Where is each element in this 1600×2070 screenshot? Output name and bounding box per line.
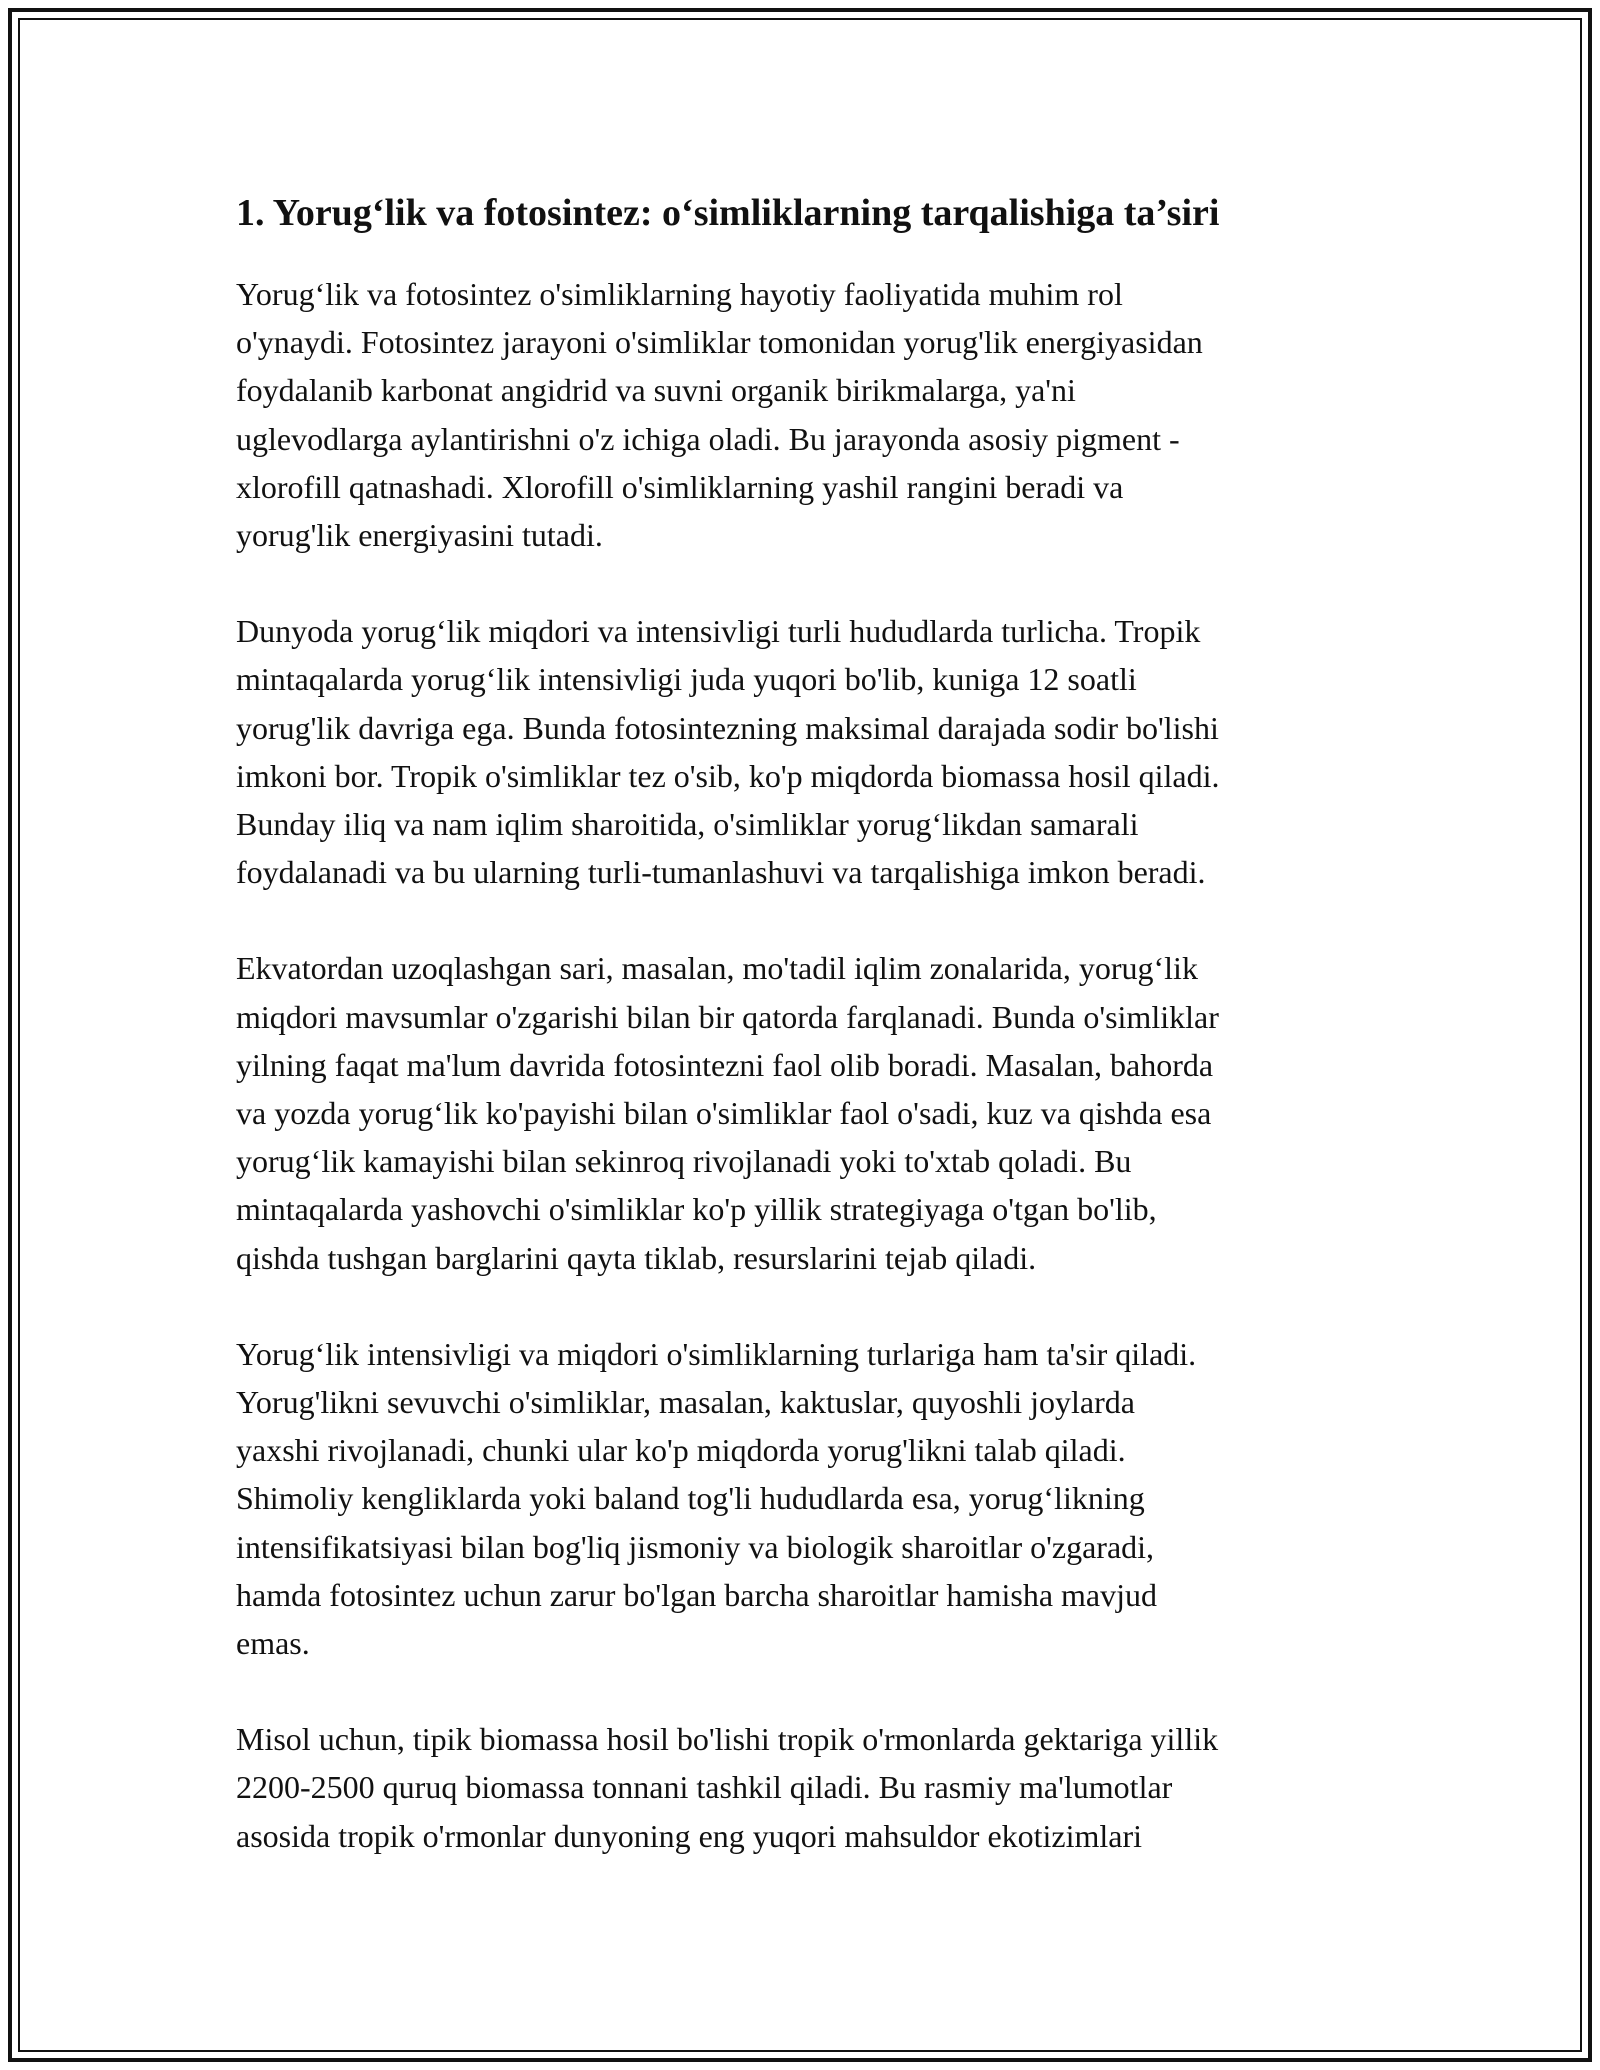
paragraph-light-and-plant-types: Yorug‘lik intensivligi va miqdori o'simliklarning turlariga ham ta'sir qiladi. Yorug'likni sevuvchi o'simliklar, masalan, kaktuslar, quyoshli joylarda yaxshi rivojlanadi, chunki ular ko'p miqdorda yorug'likni talab qiladi. Shimoliy kengliklarda yoki baland tog'li hududlarda esa, yorug‘likning intensifikatsiyasi bilan bog'liq jismoniy va biologik sharoitlar o'zgaradi, hamda fotosintez uchun zarur bo'lgan barcha sharoitlar hamisha mavjud emas.: [236, 1335, 1197, 1662]
document-body: [236, 184, 1386, 1860]
paragraph-light-and-photosynthesis: Yorug‘lik va fotosintez o'simliklarning hayotiy faoliyatida muhim rol o'ynaydi. Fotosintez jarayoni o'simliklar tomonidan yorug'lik energiyasidan foydalanib karbonat angidrid va suvni organik birikmalarga, ya'ni uglevodlarga aylantirishni o'z ichiga oladi. Bu jarayonda asosiy pigment - xlorofill qatnashadi. Xlorofill o'simliklarning yashil rangini beradi va yorug'lik energiyasini tutadi.: [236, 276, 1203, 554]
paragraph-temperate-zones: Ekvatordan uzoqlashgan sari, masalan, mo'tadil iqlim zonalarida, yorug‘lik miqdori mavsumlar o'zgarishi bilan bir qatorda farqlanadi. Bunda o'simliklar yilning faqat ma'lum davrida fotosintezni faol olib boradi. Masalan, bahorda va yozda yorug‘lik ko'payishi bilan o'simliklar faol o'sadi, kuz va qishda esa yorug‘lik kamayishi bilan sekinroq rivojlanadi yoki to'xtab qoladi. Bu mintaqalarda yashovchi o'simliklar ko'p yillik strategiyaga o'tgan bo'lib, qishda tushgan barglarini qayta tiklab, resurslarini tejab qiladi.: [236, 950, 1219, 1276]
paragraph-biomass-example: Misol uchun, tipik biomassa hosil bo'lishi tropik o'rmonlarda gektariga yillik 2200-2500 quruq biomassa tonnani tashkil qiladi. Bu rasmiy ma'lumotlar asosida tropik o'rmonlar dunyoning eng yuqori mahsuldor ekotizimlari: [236, 1721, 1219, 1854]
paragraph-tropical-light: Dunyoda yorug‘lik miqdori va intensivligi turli hududlarda turlicha. Tropik mintaqalarda yorug‘lik intensivligi juda yuqori bo'lib, kuniga 12 soatli yorug'lik davriga ega. Bunda fotosintezning maksimal darajada sodir bo'lishi imkoni bor. Tropik o'simliklar tez o'sib, ko'p miqdorda biomassa hosil qiladi. Bunday iliq va nam iqlim sharoitida, o'simliklar yorug‘likdan samarali foydalanadi va bu ularning turli-tumanlashuvi va tarqalishiga imkon beradi.: [236, 613, 1220, 891]
section-title: 1. Yorug‘lik va fotosintez: o‘simliklarning tarqalishiga ta’siri: [236, 192, 1220, 234]
